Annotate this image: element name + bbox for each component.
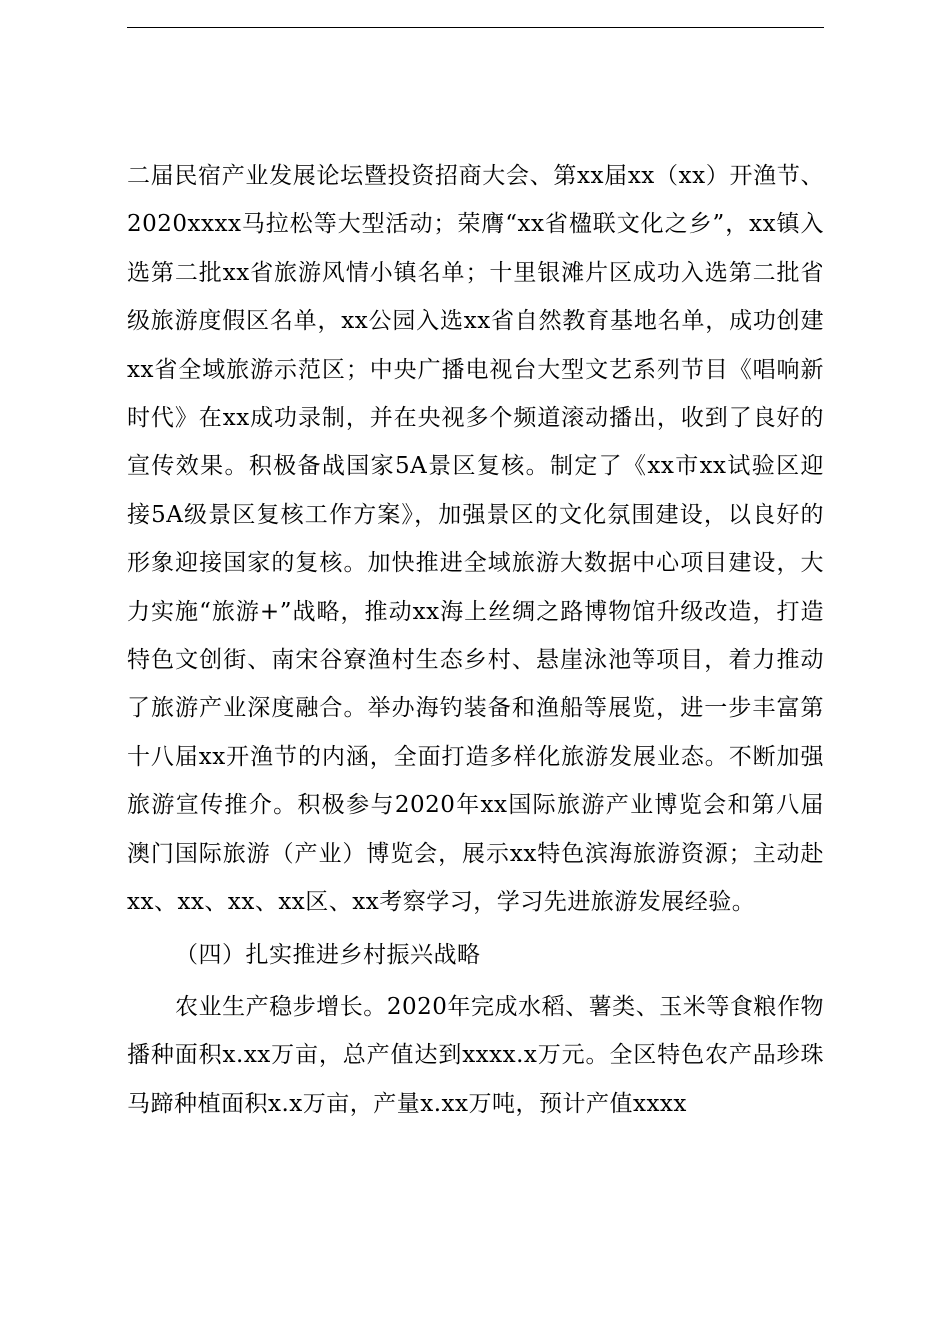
header-rule	[127, 27, 824, 28]
document-body	[127, 152, 824, 1128]
body-paragraph: 二届民宿产业发展论坛暨投资招商大会、第xx届xx（xx）开渔节、2020xxxx马拉松等大型活动；荣膺“xx省楹联文化之乡”，xx镇入选第二批xx省旅游风情小镇名单；十里银滩片区成功入选第二批省级旅游度假区名单，xx公园入选xx省自然教育基地名单，成功创建xx省全域旅游示范区；中央广播电视台大型文艺系列节目《唱响新时代》在xx成功录制，并在央视多个频道滚动播出，收到了良好的宣传效果。积极备战国家5A景区复核。制定了《xx市xx试验区迎接5A级景区复核工作方案》，加强景区的文化氛围建设，以良好的形象迎接国家的复核。加快推进全域旅游大数据中心项目建设，大力实施“旅游+”战略，推动xx海上丝绸之路博物馆升级改造，打造特色文创街、南宋谷寮渔村生态乡村、悬崖泳池等项目，着力推动了旅游产业深度融合。举办海钓装备和渔船等展览，进一步丰富第十八届xx开渔节的内涵，全面打造多样化旅游发展业态。不断加强旅游宣传推介。积极参与2020年xx国际旅游产业博览会和第八届澳门国际旅游（产业）博览会，展示xx特色滨海旅游资源；主动赴xx、xx、xx、xx区、xx考察学习，学习先进旅游发展经验。	[127, 163, 824, 916]
body-paragraph: 农业生产稳步增长。2020年完成水稻、薯类、玉米等食粮作物播种面积x.xx万亩，总产值达到xxxx.x万元。全区特色农产品珍珠马蹄种植面积x.x万亩，产量x.xx万吨，预计产值xxxx	[127, 993, 824, 1117]
section-heading: （四）扎实推进乡村振兴战略	[175, 941, 481, 968]
